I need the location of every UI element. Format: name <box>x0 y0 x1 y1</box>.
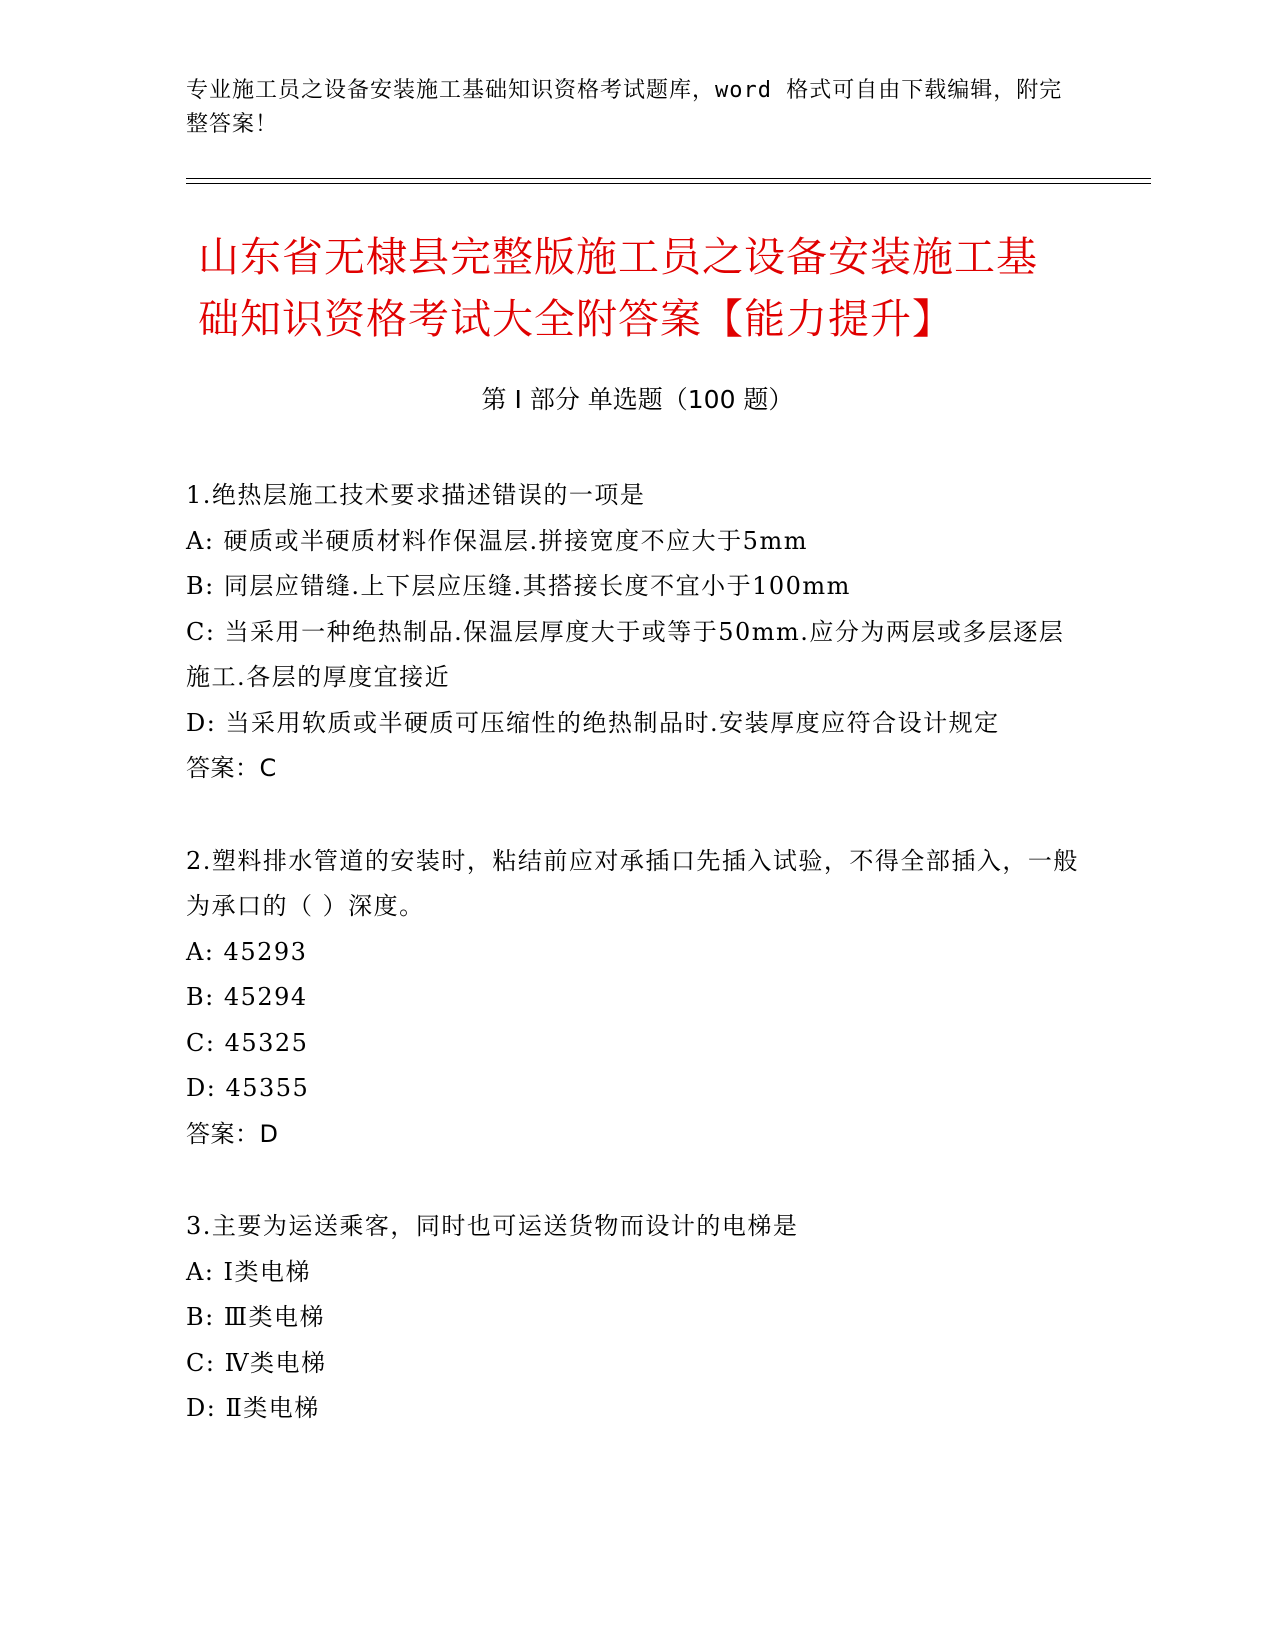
question-3 <box>186 1204 1086 1432</box>
answer: 答案：C <box>186 754 277 782</box>
option-b: B: 45294 <box>186 983 308 1011</box>
header-note: 专业施工员之设备安装施工基础知识资格考试题库，word 格式可自由下载编辑，附完整答案！ <box>186 78 1063 137</box>
question-list <box>186 473 1086 1479</box>
question-stem: 2.塑料排水管道的安装时，粘结前应对承插口先插入试验，不得全部插入，一般为承口的（ ）深度。 <box>186 846 1079 920</box>
option-d: D: Ⅱ类电梯 <box>186 1394 320 1422</box>
option-c: C: 45325 <box>186 1028 309 1057</box>
option-b: B: 同层应错缝.上下层应压缝.其搭接长度不宜小于100mm <box>186 572 851 600</box>
option-a: A: 45293 <box>186 937 308 966</box>
document-title: 山东省无棣县完整版施工员之设备安装施工基础知识资格考试大全附答案【能力提升】 <box>198 233 1038 343</box>
question-2 <box>186 839 1086 1158</box>
option-b: B: Ⅲ类电梯 <box>186 1303 325 1331</box>
option-c: C: 当采用一种绝热制品.保温层厚度大于或等于50mm.应分为两层或多层逐层施工.各层的厚度宜接近 <box>186 617 1065 691</box>
option-a: A: Ⅰ类电梯 <box>186 1257 312 1286</box>
header-rule-bottom <box>186 183 1151 184</box>
question-1 <box>186 473 1086 792</box>
section-title: 第 I 部分 单选题（100 题） <box>481 385 794 414</box>
question-stem: 3.主要为运送乘客，同时也可运送货物而设计的电梯是 <box>186 1212 799 1240</box>
option-d: D: 45355 <box>186 1074 310 1102</box>
header-rule-top <box>186 178 1151 179</box>
answer: 答案：D <box>186 1119 279 1148</box>
question-stem: 1.绝热层施工技术要求描述错误的一项是 <box>186 481 646 509</box>
option-a: A: 硬质或半硬质材料作保温层.拼接宽度不应大于5mm <box>186 526 808 555</box>
option-d: D: 当采用软质或半硬质可压缩性的绝热制品时.安装厚度应符合设计规定 <box>186 708 1000 737</box>
option-c: C: Ⅳ类电梯 <box>186 1348 327 1377</box>
